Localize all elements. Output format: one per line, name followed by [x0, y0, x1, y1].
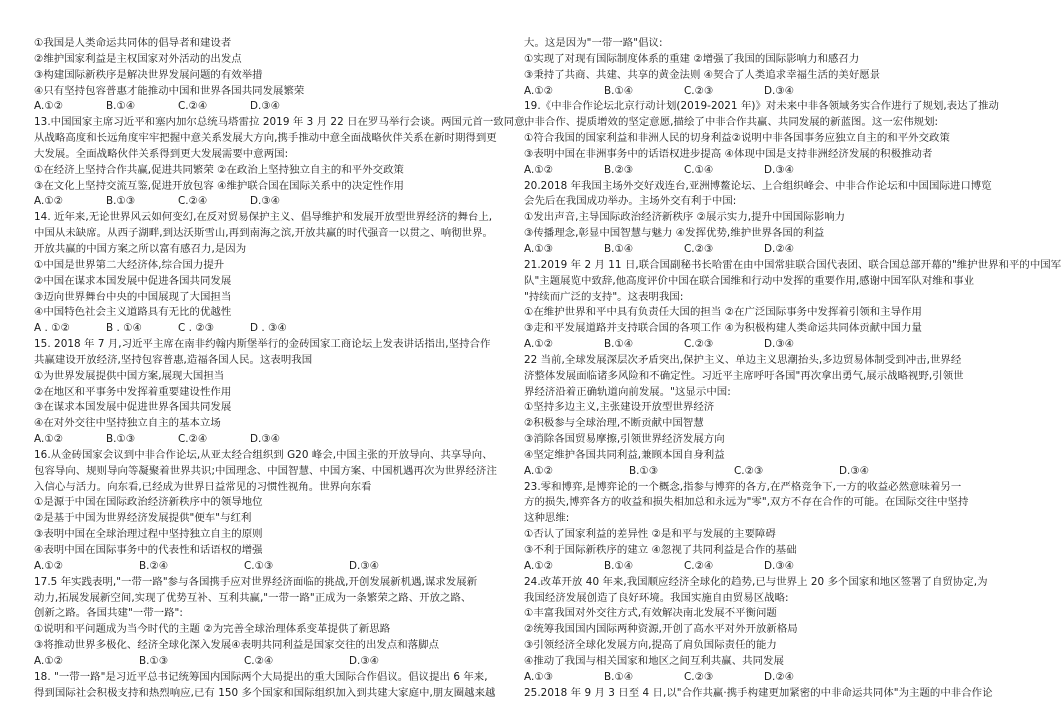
- option-b: B.①④: [604, 84, 634, 97]
- option-c: C.②④: [244, 654, 274, 667]
- text-line: ①我国是人类命运共同体的倡导者和建设者: [34, 37, 232, 49]
- option-a: A.①②: [524, 559, 554, 572]
- text-line: ④只有坚持包容普惠才能推动中国和世界各国共同发展繁荣: [34, 84, 305, 97]
- option-c: C.②③: [684, 242, 714, 255]
- question-15-stem: 15. 2018 年 7 月,习近平主席在南非约翰内斯堡举行的金砖国家工商论坛上发表讲话指出,坚持合作: [34, 338, 491, 351]
- text-line: ②中国在谋求本国发展中促进各国共同发展: [34, 274, 232, 287]
- option-d: D.③④: [250, 195, 281, 208]
- text-line: ②是基于中国为世界经济发展提供"便车"与红利: [34, 512, 252, 525]
- text-line: ③秉持了共商、共建、共享的黄金法则 ④契合了人类追求幸福生活的美好愿景: [524, 68, 881, 81]
- option-c: C.②③: [684, 670, 714, 683]
- question-20-stem: 20.2018 年我国主场外交好戏连台,亚洲博鳌论坛、上合组织峰会、中非合作论坛和中国国际进口博览: [524, 179, 992, 192]
- option-a: A . ①②: [34, 322, 70, 335]
- answer-options: [524, 559, 996, 575]
- text-line: ①丰富我国对外交往方式,有效解决南北发展不平衡问题: [524, 607, 777, 620]
- text-line: 包容导向、规则导向等凝聚着世界共识;中国理念、中国智慧、中国方案、中国机遇再次为世界经济注: [34, 464, 497, 477]
- text-line: ①中国是世界第二大经济体,综合国力提升: [34, 258, 225, 271]
- option-d: D.③④: [349, 654, 380, 667]
- text-line: 大。这是因为"一带一路"倡议:: [524, 37, 663, 49]
- text-line: ④推动了我国与相关国家和地区之间互利共赢、共同发展: [524, 654, 784, 667]
- answer-options: [34, 194, 506, 210]
- question-25-stem: 25.2018 年 9 月 3 日至 4 日,以"合作共赢·携手构建更加紧密的中非命运共同体"为主题的中非合作论: [524, 686, 993, 699]
- option-c: C.②③: [684, 84, 714, 97]
- option-d: D.③④: [764, 559, 795, 572]
- text-line: ③表明中国在全球治理过程中坚持独立自主的原则: [34, 528, 263, 541]
- text-line: 这种思维:: [524, 512, 570, 525]
- option-b: B . ①④: [106, 322, 142, 335]
- question-18-stem: 18. "一带一路"是习近平总书记统筹国内国际两个大局提出的重大国际合作倡议。倡议提出 6 年来,: [34, 670, 488, 683]
- text-line: ②在地区和平事务中发挥着重要建设性作用: [34, 385, 232, 398]
- option-b: B.②③: [604, 163, 634, 176]
- question-17-stem: 17.5 年实践表明,"一带一路"参与各国携手应对世界经济面临的挑战,开创发展新机遇,谋求发展新: [34, 575, 478, 588]
- question-21-stem: 21.2019 年 2 月 11 日,联合国副秘书长哈雷在由中国常驻联合国代表团、联合国总部开幕的"维护世界和平的中国军: [524, 258, 1061, 271]
- question-13-stem: 13.中国国家主席习近平和塞内加尔总统马塔雷拉 2019 年 3 月 22 日在罗马举行会谈。两国元首一致同意,: [34, 116, 528, 129]
- option-d: D.③④: [349, 559, 380, 572]
- text-line: ③在谋求本国发展中促进世界各国共同发展: [34, 401, 232, 414]
- text-line: ②积极参与全球治理,不断贡献中国智慧: [524, 417, 704, 430]
- text-line: 我国经济发展创造了良好环境。我国实施自由贸易区战略:: [524, 591, 789, 604]
- text-line: 共赢建设开放经济,坚持包容普惠,造福各国人民。这表明我国: [34, 353, 313, 366]
- text-line: ①为世界发展提供中国方案,展现大国担当: [34, 369, 225, 382]
- option-b: B.①④: [604, 242, 634, 255]
- text-line: ①在维护世界和平中具有负责任大国的担当 ②在广泛国际事务中发挥着引领和主导作用: [524, 306, 922, 319]
- answer-options: [34, 99, 506, 115]
- text-line: ④在对外交往中坚持独立自主的基本立场: [34, 417, 221, 430]
- text-line: ③消除各国贸易摩擦,引领世界经济发展方向: [524, 433, 725, 446]
- text-line: ③表明中国在非洲事务中的话语权进步提高 ④体现中国是支持非洲经济发展的积极推动者: [524, 147, 933, 160]
- text-line: 中国从未缺席。从西子湖畔,到达沃斯雪山,再到南海之滨,开放共赢的时代强音一以贯之、响彻世界。: [34, 227, 494, 240]
- text-line: "持续而广泛的支持"。这表明我国:: [524, 290, 684, 303]
- answer-options: [524, 163, 996, 179]
- text-line: ③引领经济全球化发展方向,提高了肩负国际责任的能力: [524, 639, 777, 652]
- option-a: A.①②: [34, 100, 64, 113]
- answer-options: [34, 559, 506, 575]
- text-line: 方的损失,博弈各方的收益和损失相加总和永远为"零",双方不存在合作的可能。在国际交往中坚持: [524, 496, 969, 509]
- text-line: 界经济沿着正确轨道向前发展。"这显示中国:: [524, 385, 731, 398]
- option-b: B.①③: [106, 195, 136, 208]
- option-a: A.①②: [524, 163, 554, 176]
- option-b: B.②④: [139, 559, 169, 572]
- option-c: C.②③: [684, 338, 714, 351]
- option-d: D.②④: [764, 242, 795, 255]
- text-line: ③传播理念,彰显中国智慧与魅力 ④发挥优势,维护世界各国的利益: [524, 227, 825, 240]
- question-19-stem: 19.《中非合作论坛北京行动计划(2019-2021 年)》对未来中非各领域务实合作进行了规划,表达了推动: [524, 100, 999, 113]
- text-line: 入信心与活力。向东看,已经成为世界日益常见的习惯性视角。世界向东看: [34, 480, 372, 493]
- text-line: ①发出声音,主导国际政治经济新秩序 ②展示实力,提升中国国际影响力: [524, 211, 846, 224]
- text-line: ①否认了国家利益的差异性 ②是和平与发展的主要障碍: [524, 528, 776, 541]
- answer-options: [524, 464, 996, 480]
- option-c: C.②④: [684, 559, 714, 572]
- option-c: C.②④: [178, 100, 208, 113]
- option-a: A.①③: [524, 242, 554, 255]
- option-a: A.①②: [524, 464, 554, 477]
- option-c: C.②④: [178, 195, 208, 208]
- option-a: A.①②: [34, 433, 64, 446]
- question-23-stem: 23.零和博弈,是博弈论的一个概念,指参与博弈的各方,在严格竞争下,一方的收益必然意味着另一: [524, 480, 962, 493]
- text-line: 会先后在我国成功举办。主场外交有利于中国:: [524, 195, 737, 208]
- option-d: D.③④: [839, 464, 870, 477]
- option-b: B.①④: [604, 559, 634, 572]
- text-line: ②维护国家利益是主权国家对外活动的出发点: [34, 52, 242, 65]
- option-b: B.①④: [106, 100, 136, 113]
- text-line: ①坚持多边主义,主张建设开放型世界经济: [524, 401, 715, 414]
- option-b: B.①③: [139, 654, 169, 667]
- answer-options: [524, 337, 996, 353]
- option-b: B.①④: [604, 670, 634, 683]
- text-line: 得到国际社会积极支持和热烈响应,已有 150 多个国家和国际组织加入到共建大家庭中,朋友圈越来越: [34, 686, 496, 699]
- option-a: A.①②: [524, 338, 554, 351]
- option-a: A.①③: [524, 670, 554, 683]
- text-line: ①符合我国的国家利益和非洲人民的切身利益②说明中非各国事务应独立自主的和平外交政策: [524, 132, 950, 145]
- text-line: ④坚定维护各国共同利益,兼顾本国自身利益: [524, 448, 725, 461]
- option-d: D.③④: [764, 84, 795, 97]
- left-column: [34, 36, 528, 723]
- option-b: B.①③: [106, 433, 136, 446]
- option-a: A.①②: [34, 195, 64, 208]
- question-16-stem: 16.从金砖国家会议到中非合作论坛,从亚太经合组织到 G20 峰会,中国主张的开放导向、共享导向、: [34, 448, 493, 461]
- question-22-stem: 22 当前,全球发展深层次矛盾突出,保护主义、单边主义思潮抬头,多边贸易体制受到冲击,世界经: [524, 353, 962, 366]
- answer-options: [524, 242, 996, 258]
- option-c: C.①④: [684, 163, 714, 176]
- text-line: ③迈向世界舞台中央的中国展现了大国担当: [34, 290, 232, 303]
- text-line: ③在文化上坚持交流互鉴,促进开放包容 ④维护联合国在国际关系中的决定性作用: [34, 179, 404, 192]
- option-a: A.①②: [34, 654, 64, 667]
- option-c: C . ②③: [178, 322, 215, 335]
- question-24-stem: 24.改革开放 40 年来,我国顺应经济全球化的趋势,已与世界上 20 多个国家和地区签署了自贸协定,为: [524, 575, 988, 588]
- text-line: ③不利于国际新秩序的建立 ④忽视了共同利益是合作的基础: [524, 544, 797, 556]
- option-a: A.①②: [34, 559, 64, 572]
- option-d: D . ③④: [250, 322, 287, 335]
- text-line: ①是源于中国在国际政治经济新秩序中的领导地位: [34, 496, 263, 509]
- option-a: A.①②: [524, 84, 554, 97]
- answer-options: [524, 670, 996, 686]
- option-d: D.③④: [250, 433, 281, 446]
- text-line: 济整体发展面临诸多风险和不确定性。习近平主席呼吁各国"再次拿出勇气,展示战略视野,引领世: [524, 369, 964, 382]
- text-line: ②统筹我国国内国际两种资源,开创了高水平对外开放新格局: [524, 623, 798, 636]
- option-c: C.②④: [178, 433, 208, 446]
- text-line: ③构建国际新秩序是解决世界发展问题的有效举措: [34, 68, 263, 81]
- option-b: B.①③: [629, 464, 659, 477]
- answer-options: [34, 432, 506, 448]
- right-column: [524, 36, 1061, 723]
- text-line: 中非合作、提质增效的坚定意愿,描绘了中非合作共赢、共同发展的新蓝图。这一宏伟规划:: [524, 116, 939, 129]
- text-line: 队"主题展览中致辞,他高度评价中国在联合国维和行动中发挥的重要作用,感谢中国军队对维和事业: [524, 274, 975, 287]
- option-b: B.①④: [604, 338, 634, 351]
- text-line: 从战略高度和长远角度牢牢把握中意关系发展大方向,携手推动中意全面战略伙伴关系在新时期得到更: [34, 132, 497, 145]
- text-line: 创新之路。各国共建"一带一路":: [34, 607, 183, 620]
- text-line: ③将推动世界多极化、经济全球化深入发展④表明共同利益是国家交往的出发点和落脚点: [34, 639, 440, 652]
- text-line: 动力,拓展发展新空间,实现了优势互补、互利共赢,"一带一路"正成为一条繁荣之路、开放之路、: [34, 591, 472, 604]
- option-d: D.③④: [764, 163, 795, 176]
- option-d: D.③④: [250, 100, 281, 113]
- answer-options: [34, 321, 506, 337]
- option-d: D.②④: [764, 670, 795, 683]
- text-line: ④中国特色社会主义道路具有无比的优越性: [34, 306, 232, 319]
- option-d: D.③④: [764, 338, 795, 351]
- text-line: ①说明和平问题成为当今时代的主题 ②为完善全球治理体系变革提供了新思路: [34, 623, 391, 636]
- question-14-stem: 14. 近年来,无论世界风云如何变幻,在反对贸易保护主义、倡导维护和发展开放型世界经济的舞台上,: [34, 211, 493, 224]
- answer-options: [34, 654, 506, 670]
- option-c: C.②③: [734, 464, 764, 477]
- text-line: ①实现了对现有国际制度体系的重建 ②增强了我国的国际影响力和感召力: [524, 52, 860, 65]
- option-c: C.①③: [244, 559, 274, 572]
- text-line: ①在经济上坚持合作共赢,促进共同繁荣 ②在政治上坚持独立自主的和平外交政策: [34, 163, 404, 176]
- text-line: 大发展。全面战略伙伴关系得到更大发展需要中意两国:: [34, 147, 289, 160]
- answer-options: [524, 84, 996, 100]
- text-line: ④表明中国在国际事务中的代表性和话语权的增强: [34, 544, 263, 556]
- text-line: 开放共赢的中国方案之所以富有感召力,是因为: [34, 242, 247, 255]
- text-line: ③走和平发展道路并支持联合国的各项工作 ④为积极构建人类命运共同体贡献中国力量: [524, 322, 922, 335]
